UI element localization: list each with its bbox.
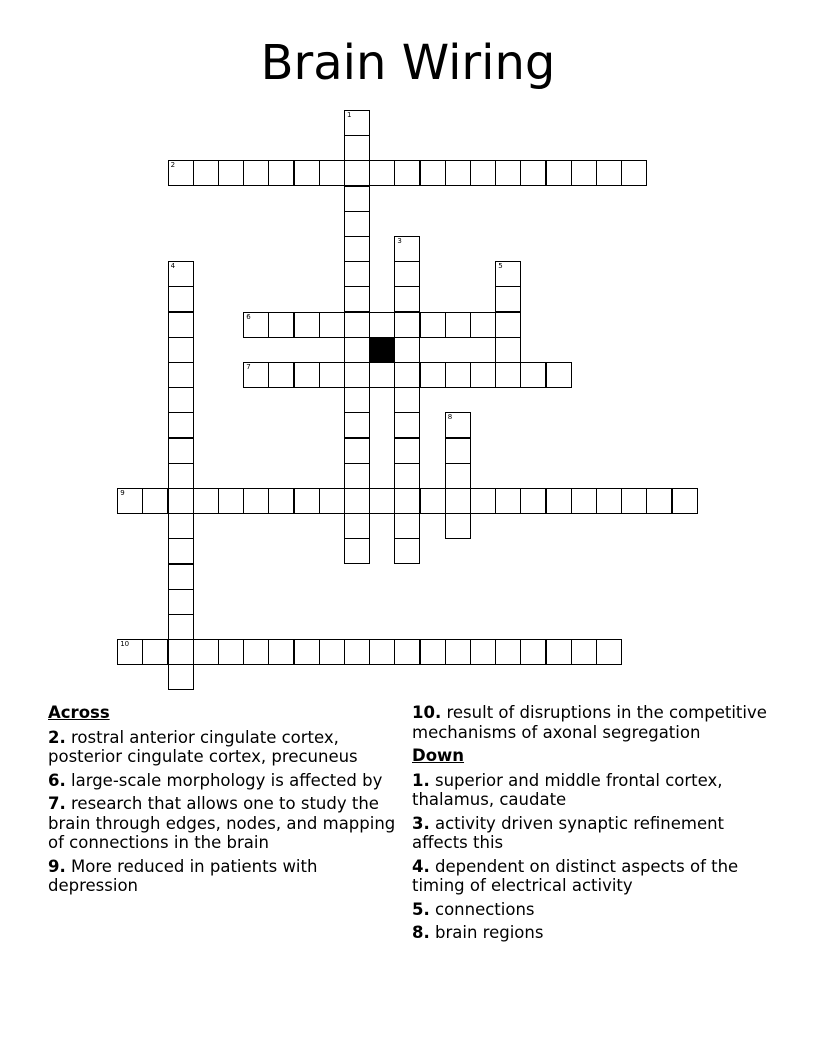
- grid-cell[interactable]: [445, 463, 471, 489]
- grid-cell[interactable]: [319, 488, 345, 514]
- grid-cell[interactable]: [218, 639, 244, 665]
- grid-cell[interactable]: [268, 312, 294, 338]
- grid-cell[interactable]: [369, 362, 395, 388]
- grid-cell[interactable]: [344, 286, 370, 312]
- cell-number: 8: [447, 413, 453, 422]
- grid-cell[interactable]: [294, 362, 320, 388]
- grid-cell[interactable]: [243, 639, 269, 665]
- grid-cell[interactable]: [168, 463, 194, 489]
- grid-cell[interactable]: [344, 362, 370, 388]
- grid-cell[interactable]: [394, 538, 420, 564]
- grid-cell[interactable]: [344, 639, 370, 665]
- grid-cell[interactable]: [117, 488, 143, 514]
- clue-down-1: [412, 771, 772, 810]
- grid-cell[interactable]: [394, 312, 420, 338]
- grid-cell[interactable]: [344, 438, 370, 464]
- grid-cell[interactable]: [495, 160, 521, 186]
- grid-cell[interactable]: [344, 236, 370, 262]
- grid-cell[interactable]: [621, 160, 647, 186]
- grid-cell[interactable]: [344, 387, 370, 413]
- clue-down-4: [412, 857, 772, 896]
- grid-cell[interactable]: [168, 412, 194, 438]
- grid-cell[interactable]: [445, 513, 471, 539]
- grid-cell[interactable]: [168, 513, 194, 539]
- grid-cell[interactable]: [495, 639, 521, 665]
- clue-text: superior and middle frontal cortex, thalamus, caudate: [412, 770, 723, 809]
- grid-cell[interactable]: [168, 312, 194, 338]
- grid-cell[interactable]: [394, 337, 420, 363]
- grid-cell[interactable]: [394, 160, 420, 186]
- grid-cell[interactable]: [168, 564, 194, 590]
- grid-cell[interactable]: [344, 211, 370, 237]
- grid-cell[interactable]: [294, 639, 320, 665]
- grid-cell[interactable]: [394, 513, 420, 539]
- grid-cell[interactable]: [495, 261, 521, 287]
- grid-cell[interactable]: [168, 538, 194, 564]
- cell-number: 4: [170, 262, 176, 271]
- grid-cell[interactable]: [319, 160, 345, 186]
- cell-number: 10: [120, 640, 130, 649]
- clues-left-column: [48, 703, 398, 900]
- grid-cell[interactable]: [168, 286, 194, 312]
- clue-text: connections: [435, 899, 535, 919]
- cell-number: 6: [246, 312, 251, 321]
- cell-number: 1: [347, 111, 352, 119]
- grid-cell[interactable]: [495, 488, 521, 514]
- clue-across-6: [48, 771, 398, 791]
- grid-cell[interactable]: [646, 488, 672, 514]
- grid-cell[interactable]: [445, 160, 471, 186]
- clue-text: dependent on distinct aspects of the timing of electrical activity: [412, 856, 739, 895]
- cell-number: 2: [170, 161, 176, 170]
- grid-cell[interactable]: [470, 362, 496, 388]
- grid-cell[interactable]: [369, 312, 395, 338]
- grid-cell[interactable]: [445, 639, 471, 665]
- grid-cell[interactable]: [394, 463, 420, 489]
- clue-number: 7.: [48, 794, 66, 813]
- grid-cell[interactable]: [344, 538, 370, 564]
- grid-cell[interactable]: [672, 488, 698, 514]
- grid-cell[interactable]: [344, 110, 370, 136]
- grid-cell[interactable]: [268, 639, 294, 665]
- puzzle-title: Brain Wiring: [260, 35, 556, 91]
- grid-cell[interactable]: [596, 488, 622, 514]
- grid-cell[interactable]: [218, 160, 244, 186]
- clue-across-9: [48, 857, 398, 896]
- grid-cell[interactable]: [344, 412, 370, 438]
- grid-cell[interactable]: [420, 639, 446, 665]
- grid-cell[interactable]: [420, 488, 446, 514]
- grid-cell[interactable]: [319, 362, 345, 388]
- grid-cell[interactable]: [168, 488, 194, 514]
- grid-cell[interactable]: [193, 488, 219, 514]
- clue-down-5: [412, 900, 772, 920]
- grid-cell[interactable]: [344, 261, 370, 287]
- grid-cell[interactable]: [596, 639, 622, 665]
- grid-cell[interactable]: [394, 387, 420, 413]
- clue-number: 6.: [48, 770, 66, 790]
- grid-cell[interactable]: [470, 160, 496, 186]
- grid-cell[interactable]: [394, 362, 420, 388]
- grid-cell[interactable]: [621, 488, 647, 514]
- clue-number: 1.: [412, 770, 430, 790]
- clues-right-column: [412, 703, 772, 947]
- grid-cell[interactable]: [495, 312, 521, 338]
- clue-number: 9.: [48, 856, 66, 876]
- grid-cell[interactable]: [344, 186, 370, 212]
- grid-cell[interactable]: [369, 488, 395, 514]
- grid-cell[interactable]: [168, 639, 194, 665]
- down-heading: Down: [412, 746, 465, 765]
- grid-cell[interactable]: [294, 312, 320, 338]
- grid-cell[interactable]: [168, 589, 194, 615]
- grid-cell[interactable]: [168, 614, 194, 640]
- grid-cell[interactable]: [520, 639, 546, 665]
- cell-number: 5: [498, 262, 503, 271]
- grid-cell[interactable]: [193, 160, 219, 186]
- grid-cell[interactable]: [369, 639, 395, 665]
- clue-across-2: [48, 728, 398, 767]
- grid-cell[interactable]: [546, 639, 572, 665]
- grid-cell[interactable]: [596, 160, 622, 186]
- grid-cell[interactable]: [218, 488, 244, 514]
- grid-cell[interactable]: [168, 362, 194, 388]
- grid-cell[interactable]: [243, 488, 269, 514]
- grid-cell[interactable]: [168, 160, 194, 186]
- clue-text: rostral anterior cingulate cortex, posterior cingulate cortex, precuneus: [48, 727, 358, 766]
- across-heading: Across: [48, 703, 110, 722]
- grid-cell[interactable]: [394, 261, 420, 287]
- grid-cell[interactable]: [445, 362, 471, 388]
- grid-cell[interactable]: [268, 160, 294, 186]
- grid-cell[interactable]: [520, 488, 546, 514]
- grid-cell[interactable]: [344, 337, 370, 363]
- grid-cell[interactable]: [344, 160, 370, 186]
- grid-cell[interactable]: [243, 160, 269, 186]
- clue-number: 5.: [412, 899, 430, 919]
- clue-down-8: [412, 923, 772, 943]
- grid-cell[interactable]: [319, 639, 345, 665]
- grid-cell[interactable]: [168, 261, 194, 287]
- grid-cell[interactable]: [168, 337, 194, 363]
- grid-cell[interactable]: [344, 513, 370, 539]
- cell-number: 7: [246, 363, 251, 371]
- grid-cell[interactable]: [546, 488, 572, 514]
- grid-cell[interactable]: [294, 488, 320, 514]
- grid-cell[interactable]: [394, 488, 420, 514]
- grid-cell[interactable]: [445, 488, 471, 514]
- grid-cell[interactable]: [268, 488, 294, 514]
- grid-cell[interactable]: [168, 438, 194, 464]
- clue-number: 4.: [412, 856, 430, 876]
- grid-cell[interactable]: [445, 312, 471, 338]
- grid-cell[interactable]: [445, 438, 471, 464]
- cell-number: 9: [120, 489, 125, 497]
- grid-cell[interactable]: [394, 438, 420, 464]
- grid-cell[interactable]: [394, 236, 420, 262]
- grid-cell[interactable]: [495, 337, 521, 363]
- grid-cell[interactable]: [142, 488, 168, 514]
- grid-cell[interactable]: [420, 362, 446, 388]
- clue-number: 3.: [412, 813, 430, 833]
- grid-cell[interactable]: [243, 362, 269, 388]
- clue-number: 10.: [412, 703, 442, 722]
- grid-cell[interactable]: [193, 639, 219, 665]
- clue-number: 2.: [48, 727, 66, 747]
- grid-cell[interactable]: [344, 135, 370, 161]
- grid-cell[interactable]: [420, 160, 446, 186]
- clue-text: result of disruptions in the competitive mechanisms of axonal segregation: [412, 703, 767, 742]
- grid-cell[interactable]: [445, 412, 471, 438]
- grid-cell[interactable]: [344, 463, 370, 489]
- grid-cell[interactable]: [394, 412, 420, 438]
- grid-cell[interactable]: [520, 362, 546, 388]
- grid-cell[interactable]: [571, 160, 597, 186]
- clue-text: activity driven synaptic refinement affects this: [412, 813, 725, 852]
- grid-cell[interactable]: [394, 286, 420, 312]
- grid-cell[interactable]: [268, 362, 294, 388]
- grid-cell[interactable]: [571, 639, 597, 665]
- grid-cell[interactable]: [546, 160, 572, 186]
- clue-across-7: [48, 794, 398, 853]
- grid-cell[interactable]: [571, 488, 597, 514]
- clue-text: research that allows one to study the brain through edges, nodes, and mapping of connections in the brain: [48, 794, 396, 852]
- clue-number: 8.: [412, 923, 430, 942]
- grid-cell[interactable]: [243, 312, 269, 338]
- grid-cell[interactable]: [546, 362, 572, 388]
- cell-number: 3: [397, 237, 402, 245]
- grid-cell[interactable]: [470, 639, 496, 665]
- grid-cell[interactable]: [344, 488, 370, 514]
- grid-cell[interactable]: [319, 312, 345, 338]
- grid-cell[interactable]: [168, 664, 194, 690]
- grid-cell[interactable]: [520, 160, 546, 186]
- clue-text: large-scale morphology is affected by: [71, 770, 383, 790]
- clue-text: brain regions: [435, 923, 544, 942]
- grid-cell[interactable]: [420, 312, 446, 338]
- clue-down-3: [412, 814, 772, 853]
- grid-cell[interactable]: [344, 312, 370, 338]
- grid-cell[interactable]: [470, 488, 496, 514]
- clue-text: More reduced in patients with depression: [48, 856, 318, 895]
- grid-cell[interactable]: [142, 639, 168, 665]
- grid-cell[interactable]: [495, 362, 521, 388]
- clue-across-10: [412, 703, 772, 742]
- grid-cell[interactable]: [168, 387, 194, 413]
- black-cell: [369, 337, 395, 363]
- grid-cell[interactable]: [394, 639, 420, 665]
- grid-cell[interactable]: [294, 160, 320, 186]
- grid-cell[interactable]: [470, 312, 496, 338]
- grid-cell[interactable]: [117, 639, 143, 665]
- grid-cell[interactable]: [369, 160, 395, 186]
- grid-cell[interactable]: [495, 286, 521, 312]
